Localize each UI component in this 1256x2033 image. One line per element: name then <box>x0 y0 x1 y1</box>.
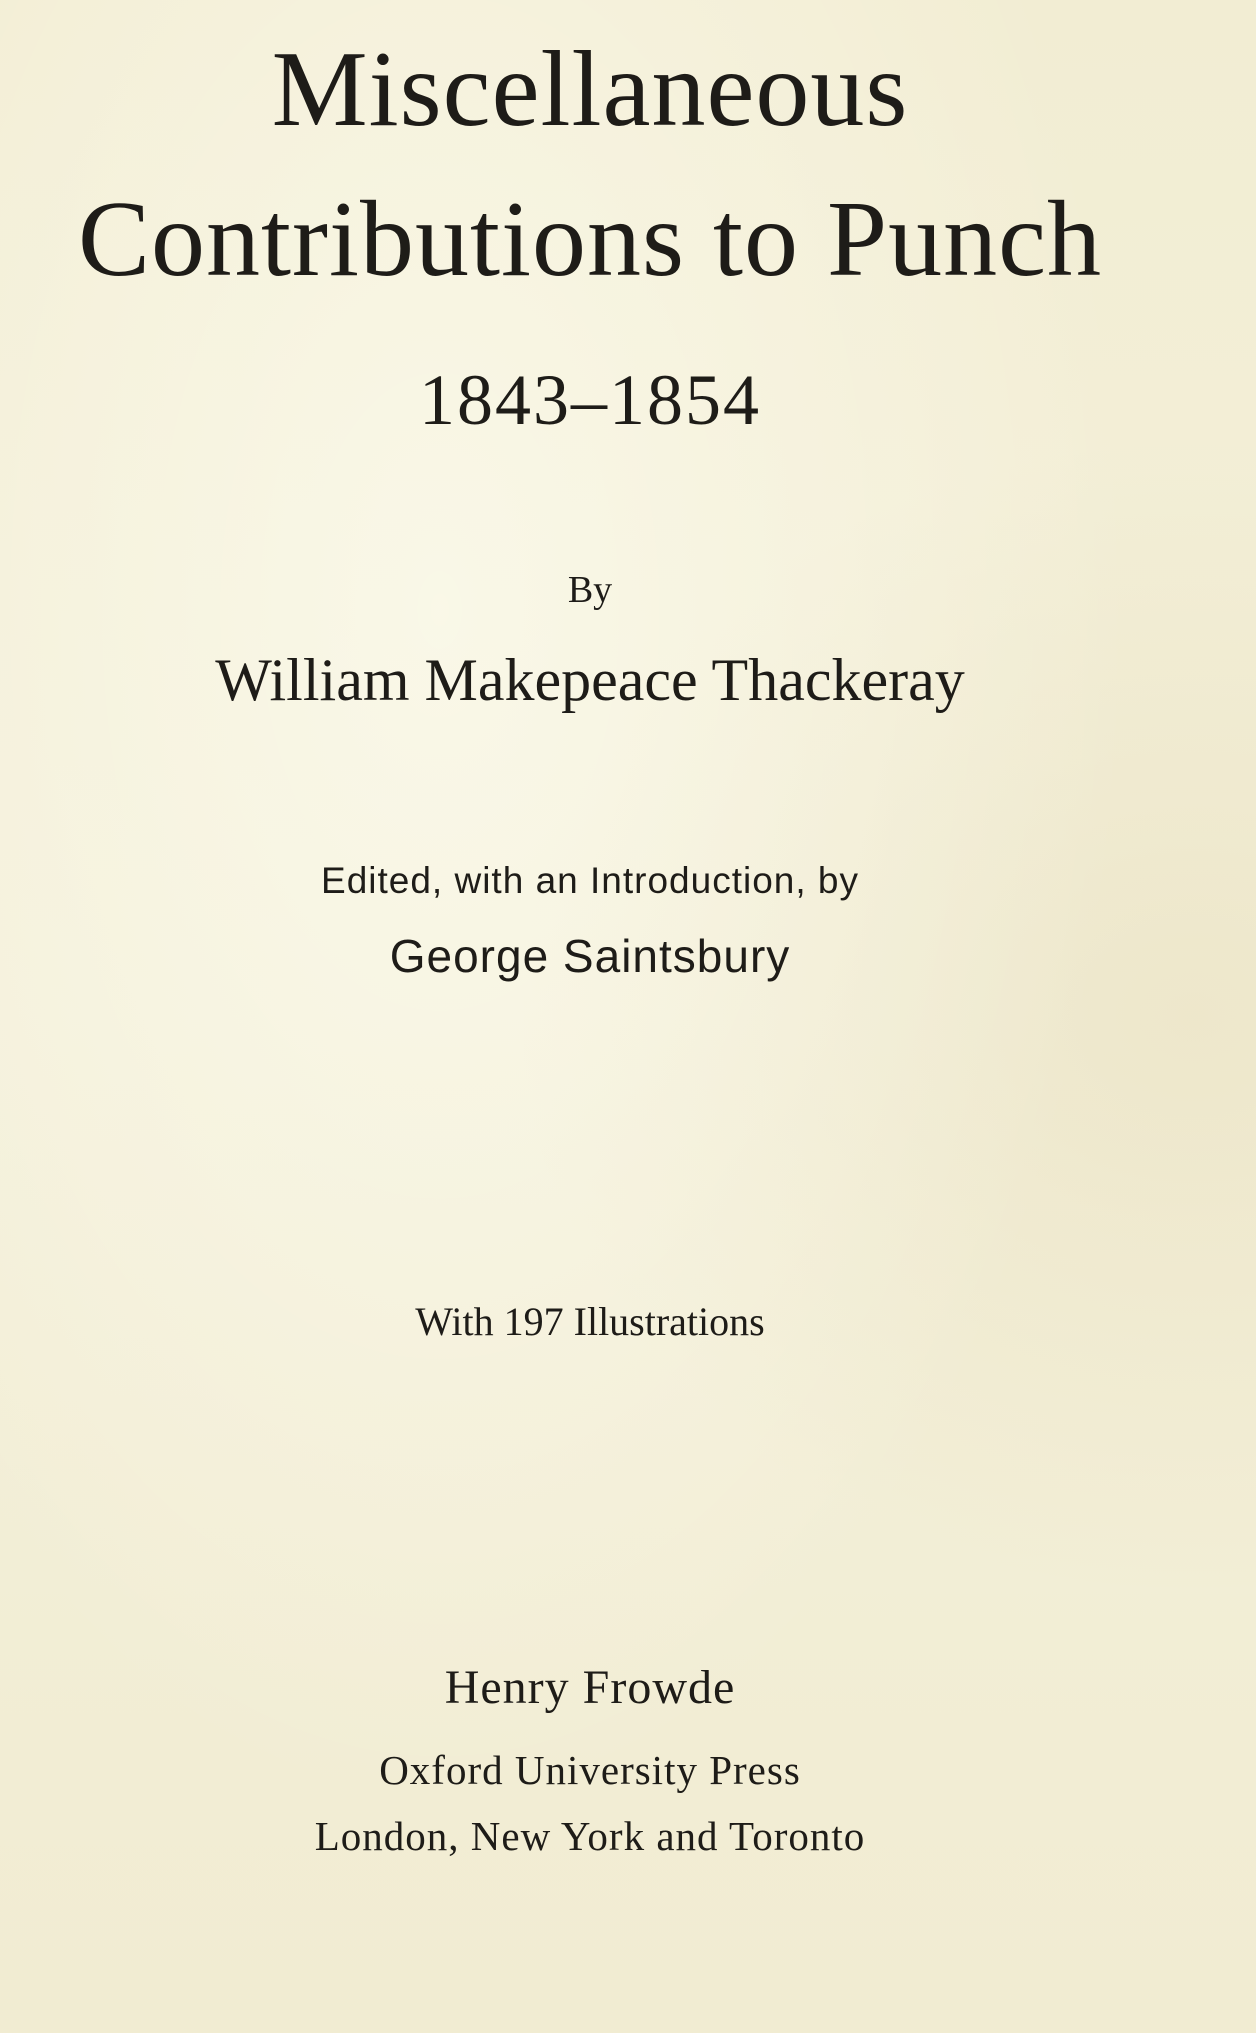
publication-cities: London, New York and Toronto <box>314 1813 866 1859</box>
edited-line: Edited, with an Introduction, by <box>321 860 859 901</box>
editor-name: George Saintsbury <box>389 930 791 982</box>
publisher-name: Henry Frowde <box>444 1661 736 1714</box>
title-line-1: Miscellaneous <box>271 30 909 149</box>
press-name: Oxford University Press <box>379 1747 801 1793</box>
title-line-2: Contributions to Punch <box>77 180 1103 299</box>
author-name: William Makepeace Thackeray <box>215 647 965 713</box>
illustrations-note: With 197 Illustrations <box>415 1299 765 1344</box>
by-label: By <box>567 569 613 611</box>
date-range: 1843–1854 <box>419 360 761 440</box>
